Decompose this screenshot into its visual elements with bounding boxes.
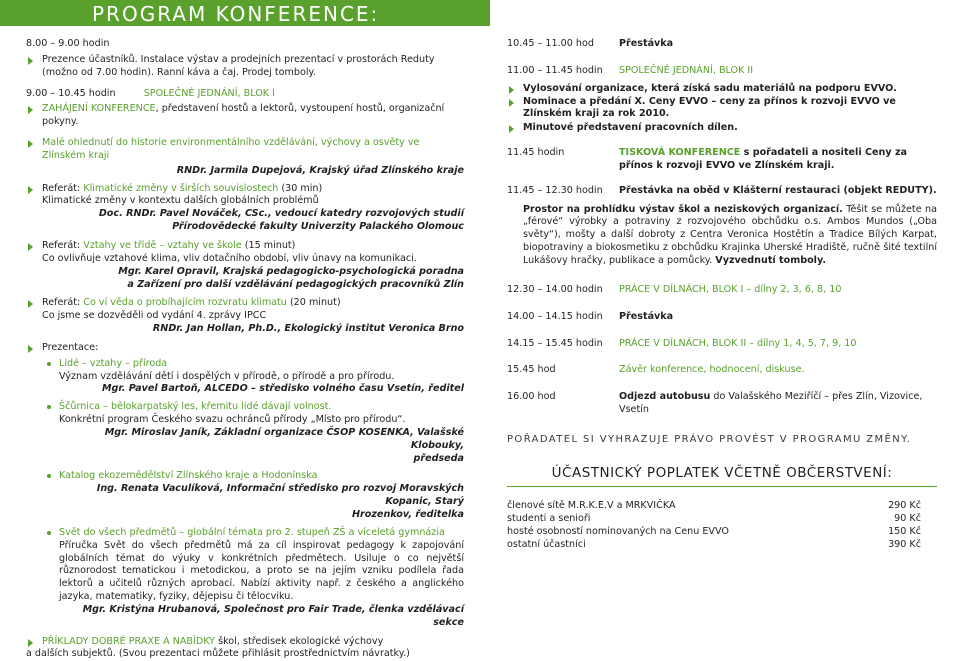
time-label: 11.45 – 12.30 hodin: [507, 184, 603, 196]
fee-label: ostatní účastníci: [507, 538, 586, 550]
fee-title: ÚČASTNICKÝ POPLATEK VČETNĚ OBČERSTVENÍ:: [551, 465, 893, 482]
fee-price: 150 Kč: [888, 525, 921, 537]
fee-price: 90 Kč: [894, 513, 921, 525]
speaker-organization: Přírodovědecké fakulty Univerzity Palackého Olomouc: [172, 221, 464, 233]
dot-bullet-icon: [47, 474, 51, 478]
list-item: [507, 96, 937, 122]
item-text: Vylosování organizace, která získá sadu materiálů na podporu EVVO.: [523, 82, 897, 94]
item-description: Co jsme se dozvěděli od vydání 4. zprávy IPCC: [42, 310, 267, 322]
speaker-credit: Mgr. Pavel Bartoň, ALCEDO – středisko volného času Vsetín, ředitel: [101, 383, 464, 395]
schedule-row: [507, 338, 937, 351]
item-text: Prezence účastníků. Instalace výstav a prodejních prezentací v prostorách Reduty (možno od 7.00 hodin). Ranní káva a čaj. Prodej tomboly.: [42, 53, 435, 78]
schedule-row: [507, 65, 937, 78]
schedule-row: [507, 364, 937, 377]
schedule-row: [507, 311, 937, 324]
speaker-credit: Mgr. Miroslav Janík, Základní organizace ČSOP KOSENKA, Valašské Klobouky,: [104, 426, 464, 451]
schedule-title: Přestávka na oběd v Klášterní restauraci (objekt REDUTY).: [619, 184, 937, 196]
arrow-bullet-icon: [28, 345, 33, 353]
schedule-row: [507, 185, 937, 198]
item-description: Klimatické změny v kontextu dalších globálních problémů: [42, 195, 319, 207]
arrow-bullet-icon: [509, 86, 514, 94]
left-column: [26, 38, 464, 661]
item-text: škol, středisek ekologické výchovy: [215, 635, 384, 647]
presentation-description: Konkrétní program Českého svazu ochránců přírody „Místo pro přírodu“.: [59, 414, 406, 426]
list-item: [507, 122, 937, 135]
notice: POŘADATEL SI VYHRAZUJE PRÁVO PROVÉST V PROGRAMU ZMĚNY.: [507, 433, 912, 445]
presentation-title: Ščůrnica – bělokarpatský les, křemitu lidé dávají volnost.: [59, 401, 332, 413]
time-label: 11.45 hodin: [507, 147, 565, 159]
item-prefix: Referát:: [42, 182, 84, 194]
schedule-row: [507, 38, 937, 51]
item-continuation: a dalších subjektů. (Svou prezentaci můžete přihlásit prostřednictvím návratky.): [26, 648, 410, 660]
page-title: PROGRAM KONFERENCE:: [92, 2, 380, 26]
item-prefix: Referát:: [42, 297, 84, 309]
description-lead: Prostor na prohlídku výstav škol a neziskových organizací.: [523, 203, 843, 215]
block-heading: Závěr konference, hodnocení, diskuse.: [619, 364, 805, 376]
speaker-credit: Ing. Renata Vaculíková, Informační středisko pro rozvoj Moravských Kopanic, Starý: [96, 483, 464, 508]
speaker-role: , vedoucí katedry rozvojových studií: [267, 208, 464, 220]
arrow-bullet-icon: [28, 186, 33, 194]
time-label: 15.45 hod: [507, 364, 556, 376]
item-duration: (15 minut): [241, 239, 296, 251]
block-heading: PRÁCE V DÍLNÁCH, BLOK I – dílny 2, 3, 6, 8, 10: [619, 283, 842, 295]
item-highlight: Malé ohlednutí do historie environmentálního vzdělávání, výchovy a osvěty ve Zlínském kraji: [42, 137, 420, 161]
list-item: [26, 636, 464, 649]
block-heading: SPOLEČNÉ JEDNÁNÍ, BLOK II: [619, 64, 754, 76]
arrow-bullet-icon: [28, 639, 33, 647]
schedule-title: Přestávka: [619, 38, 674, 49]
schedule-row: [507, 391, 937, 417]
speaker-credit: Mgr. Kristýna Hrubanová, Společnost pro Fair Trade, členka vzdělávací sekce: [82, 603, 464, 628]
description-tail: Vyzvednutí tomboly.: [715, 254, 826, 266]
arrow-bullet-icon: [509, 125, 514, 133]
schedule-title: do Valašského Meziříčí – přes Zlín, Vizovice, Vsetín: [619, 391, 923, 416]
fee-price: 390 Kč: [888, 538, 921, 550]
item-duration: (20 minut): [286, 297, 341, 309]
item-description: Co ovlivňuje vztahové klima, vliv dotačního období, vliv únavy na komunikaci.: [42, 252, 417, 264]
list-item: [26, 54, 464, 80]
fee-row: [507, 539, 921, 552]
time-label: 16.00 hod: [507, 391, 556, 403]
list-item: [26, 103, 464, 129]
presentation-title: Svět do všech předmětů – globální témata pro 2. stupeň ZŠ a víceletá gymnázia: [59, 526, 445, 538]
presentation-item: [26, 358, 464, 397]
speaker-credit: RNDr. Jarmila Dupejová, Krajský úřad Zlínského kraje: [176, 164, 464, 176]
arrow-bullet-icon: [28, 140, 33, 148]
block-heading: PRÁCE V DÍLNÁCH, BLOK II – dílny 1, 4, 5, 7, 9, 10: [619, 337, 857, 349]
dot-bullet-icon: [47, 531, 51, 535]
time-label: 12.30 – 14.00 hodin: [507, 283, 603, 295]
fee-row: [507, 513, 921, 526]
right-column: [507, 38, 937, 552]
list-item: [26, 240, 464, 291]
time-label: 14.00 – 14.15 hodin: [507, 310, 603, 322]
time-label: 9.00 – 10.45 hodin: [26, 87, 116, 99]
presentation-item: [26, 401, 464, 465]
speaker-role: předseda: [413, 452, 464, 464]
item-highlight: Co ví věda o probíhajícím rozvratu klimatu: [83, 297, 287, 309]
item-prefix: Referát:: [42, 239, 84, 251]
fee-label: členové sítě M.R.K.E.V a MRKVIČKA: [507, 500, 676, 512]
arrow-bullet-icon: [28, 300, 33, 308]
presentation-item: [26, 470, 464, 521]
item-text: Nominace a předání X. Ceny EVVO – ceny za přínos k rozvoji EVVO ve Zlínském kraji za rok 2010.: [523, 95, 896, 120]
item-highlight: Vztahy ve třídě – vztahy ve škole: [83, 239, 242, 251]
item-highlight: Klimatické změny v širších souvislostech: [83, 182, 279, 194]
time-label: 14.15 – 15.45 hodin: [507, 337, 603, 349]
item-highlight: Odjezd autobusu: [619, 391, 711, 403]
lunch-description: [507, 204, 937, 268]
list-item: [26, 342, 464, 355]
dot-bullet-icon: [47, 405, 51, 409]
item-text: Prezentace:: [42, 341, 99, 353]
item-text: , představení hostů a lektorů, vystoupení hostů, organizační pokyny.: [42, 103, 445, 128]
fee-row: [507, 526, 921, 539]
schedule-row: [507, 284, 937, 297]
list-item: [507, 83, 937, 96]
fee-label: studenti a senioři: [507, 513, 591, 525]
list-item: [26, 183, 464, 234]
time-label: 8.00 – 9.00 hodin: [26, 38, 110, 49]
speaker-credit: RNDr. Jan Hollan, Ph.D., Ekologický institut Veronica Brno: [152, 323, 464, 335]
presentation-description: Příručka Svět do všech předmětů má za cíl inspirovat pedagogy k zapojování globálních témat do výuky v konkrétních předmětech. Usiluje o co největší různorodost tematickou i metodickou, a proto se na jejím vzniku podílela řada lektorů a učitelů různých aprobací. Nabízí aktivity např. z českého a anglického jazyka, matematiky, fyziky, dějepisu či tělocviku.: [59, 539, 464, 603]
item-highlight: TISKOVÁ KONFERENCE: [619, 147, 741, 159]
divider: [507, 486, 937, 487]
dot-bullet-icon: [47, 362, 51, 366]
item-duration: (30 min): [278, 182, 323, 194]
arrow-bullet-icon: [509, 99, 514, 107]
item-highlight: ZAHÁJENÍ KONFERENCE: [42, 103, 156, 115]
block-heading: SPOLEČNÉ JEDNÁNÍ, BLOK I: [143, 87, 275, 99]
list-item: [26, 297, 464, 336]
arrow-bullet-icon: [28, 243, 33, 251]
fee-row: [507, 500, 921, 513]
arrow-bullet-icon: [28, 106, 33, 114]
time-label: 11.00 – 11.45 hodin: [507, 64, 603, 76]
speaker-name: Doc. RNDr. Pavel Nováček, CSc.: [98, 208, 268, 220]
schedule-row: [507, 147, 937, 173]
fee-label: hosté osobností nominovaných na Cenu EVVO: [507, 525, 729, 537]
description-body: Těšit se můžete na „férové“ výrobky a potraviny z rozvojového obchůdku o.s. Ambos Mundos („Oba světy“), mošty a další dobroty z Centra Veronica Hostětín a Tradice Bílých Karpat, biopotraviny a biokosmetiku z obchůdku Krajinka Uherské Hradiště, ručně šité textilní Lukášovy hračky, publikace a pomůcky.: [523, 203, 937, 266]
time-row: [26, 88, 464, 101]
schedule-title: s pořadateli a nositeli Ceny za přínos k rozvoji EVVO ve Zlínském kraji.: [619, 147, 908, 171]
schedule-title: Přestávka: [619, 310, 674, 322]
list-item: [26, 137, 464, 178]
arrow-bullet-icon: [28, 57, 33, 65]
presentation-item: [26, 527, 464, 630]
item-text: Minutové představení pracovních dílen.: [523, 122, 738, 134]
presentation-description: Význam vzdělávání dětí i dospělých v přírodě, o přírodě a pro přírodu.: [59, 370, 395, 382]
presentation-title: Katalog ekozemědělství Zlínského kraje a Hodonínska: [59, 470, 318, 482]
speaker-role: Hrozenkov, ředitelka: [352, 509, 464, 520]
fee-heading: [507, 464, 937, 492]
presentation-title: Lidé – vztahy – příroda: [59, 357, 168, 369]
fee-price: 290 Kč: [888, 500, 921, 512]
item-highlight: PŘÍKLADY DOBRÉ PRAXE A NABÍDKY: [42, 635, 216, 647]
time-label: 10.45 – 11.00 hod: [507, 38, 594, 49]
speaker-organization: a Zařízení pro další vzdělávání pedagogických pracovníků Zlín: [127, 278, 464, 290]
fee-table: [507, 500, 937, 551]
speaker-credit: Mgr. Karel Opravil, Krajská pedagogicko-psychologická poradna: [118, 265, 464, 277]
